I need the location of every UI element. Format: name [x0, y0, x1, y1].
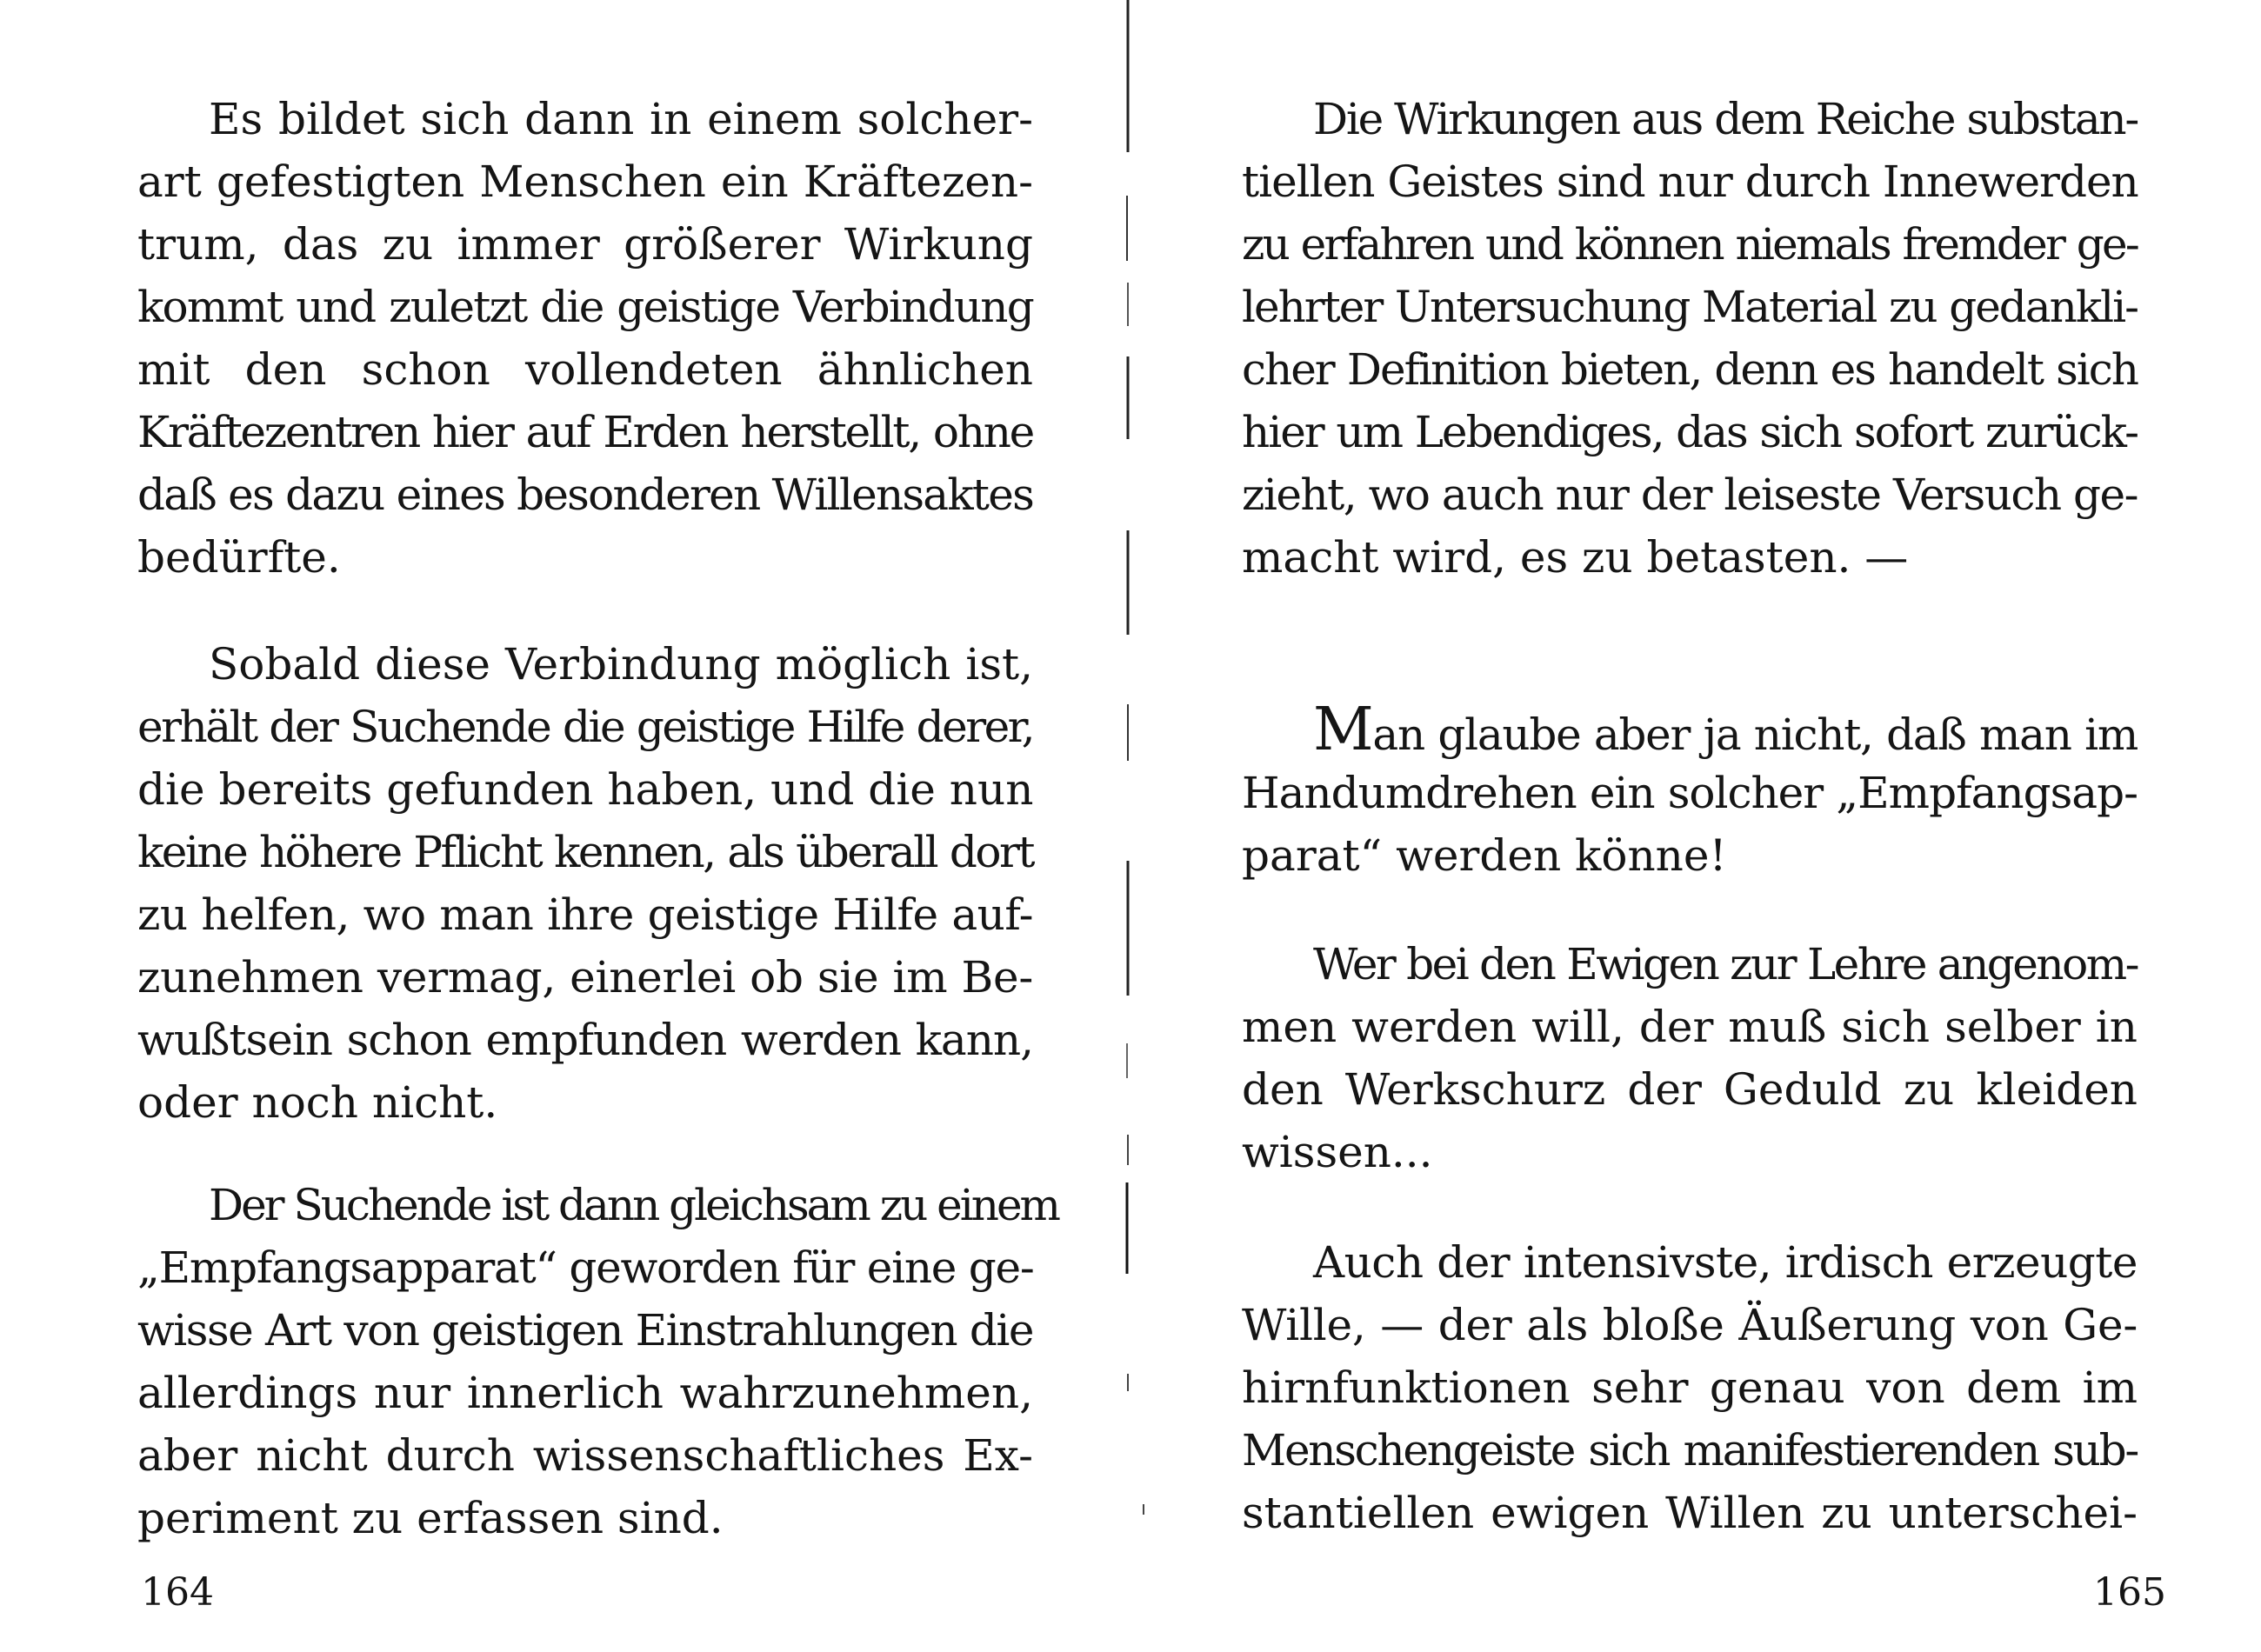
left-page: [0, 0, 1126, 1652]
text-line: die bereits gefunden haben, und die nun: [137, 764, 1034, 815]
right-page: [1135, 0, 2261, 1652]
text-line: lehrter Untersuchung Material zu gedankli-: [1242, 282, 2138, 332]
text-line: Auch der intensivste, irdisch erzeugte: [1313, 1237, 2138, 1288]
text-line: keine höhere Pflicht kennen, als überall dort: [137, 827, 1033, 877]
text-line: art gefestigten Menschen ein Kräftezen-: [137, 157, 1033, 207]
text-line: Sobald diese Verbindung möglich ist,: [209, 639, 1033, 689]
text-line: wisse Art von geistigen Einstrahlungen die: [137, 1305, 1033, 1356]
text-line: hier um Lebendiges, das sich sofort zurück-: [1242, 407, 2138, 457]
text-line: men werden will, der muß sich selber in: [1242, 1002, 2138, 1052]
text-line: allerdings nur innerlich wahrzunehmen,: [137, 1368, 1033, 1418]
text-line: hirnfunktionen sehr genau von dem im: [1242, 1362, 2138, 1413]
text-line: Der Suchende ist dann gleichsam zu einem: [209, 1180, 1058, 1230]
text-line: aber nicht durch wissenschaftliches Ex-: [137, 1430, 1033, 1481]
text-line: cher Definition bieten, denn es handelt sich: [1242, 344, 2138, 395]
text-line: tiellen Geistes sind nur durch Innewerden: [1242, 157, 2138, 207]
text-line: periment zu erfassen sind.: [137, 1493, 724, 1543]
text-line: Wer bei den Ewigen zur Lehre angenom-: [1313, 939, 2138, 989]
text-line: wissen...: [1242, 1127, 1433, 1177]
text-line: „Empfangsapparat“ geworden für eine ge-: [137, 1242, 1034, 1293]
text-line: [1242, 696, 2138, 764]
text-line: kommt und zuletzt die geistige Verbindung: [137, 282, 1033, 332]
text-line: mit den schon vollendeten ähnlichen: [137, 344, 1033, 395]
text-line: bedürfte.: [137, 532, 341, 583]
text-line: oder noch nicht.: [137, 1077, 498, 1128]
page-number: 165: [2093, 1570, 2166, 1615]
text-line: Es bildet sich dann in einem solcher-: [209, 94, 1033, 144]
text-line: macht wird, es zu betasten. —: [1242, 532, 1909, 583]
text-line: Menschengeiste sich manifestierenden sub-: [1242, 1425, 2138, 1475]
text-line: parat“ werden könne!: [1242, 830, 1727, 881]
text-line: Wille, — der als bloße Äußerung von Ge-: [1242, 1300, 2138, 1350]
page-number: 164: [141, 1570, 214, 1615]
text-line: Handumdrehen ein solcher „Empfangsap-: [1242, 768, 2138, 818]
text-line: zieht, wo auch nur der leiseste Versuch ge-: [1242, 470, 2138, 520]
text-line: zu erfahren und können niemals fremder ge-: [1242, 219, 2138, 270]
text-line: trum, das zu immer größerer Wirkung: [137, 219, 1033, 270]
text-line: Die Wirkungen aus dem Reiche substan-: [1313, 94, 2138, 144]
text-line: stantiellen ewigen Willen zu unterschei-: [1242, 1488, 2138, 1538]
text-line: zu helfen, wo man ihre geistige Hilfe auf-: [137, 889, 1033, 940]
text-line: daß es dazu eines besonderen Willensaktes: [137, 470, 1033, 520]
text-span: an glaube aber ja nicht, daß man im: [1372, 709, 2138, 760]
initial-letter: M: [1313, 696, 1373, 764]
text-line: zunehmen vermag, einerlei ob sie im Be-: [137, 952, 1033, 1003]
text-line: Kräftezentren hier auf Erden herstellt, ohne: [137, 407, 1033, 457]
text-line: den Werkschurz der Geduld zu kleiden: [1242, 1064, 2138, 1115]
text-line: wußtsein schon empfunden werden kann,: [137, 1015, 1033, 1065]
text-line: erhält der Suchende die geistige Hilfe derer,: [137, 702, 1033, 752]
